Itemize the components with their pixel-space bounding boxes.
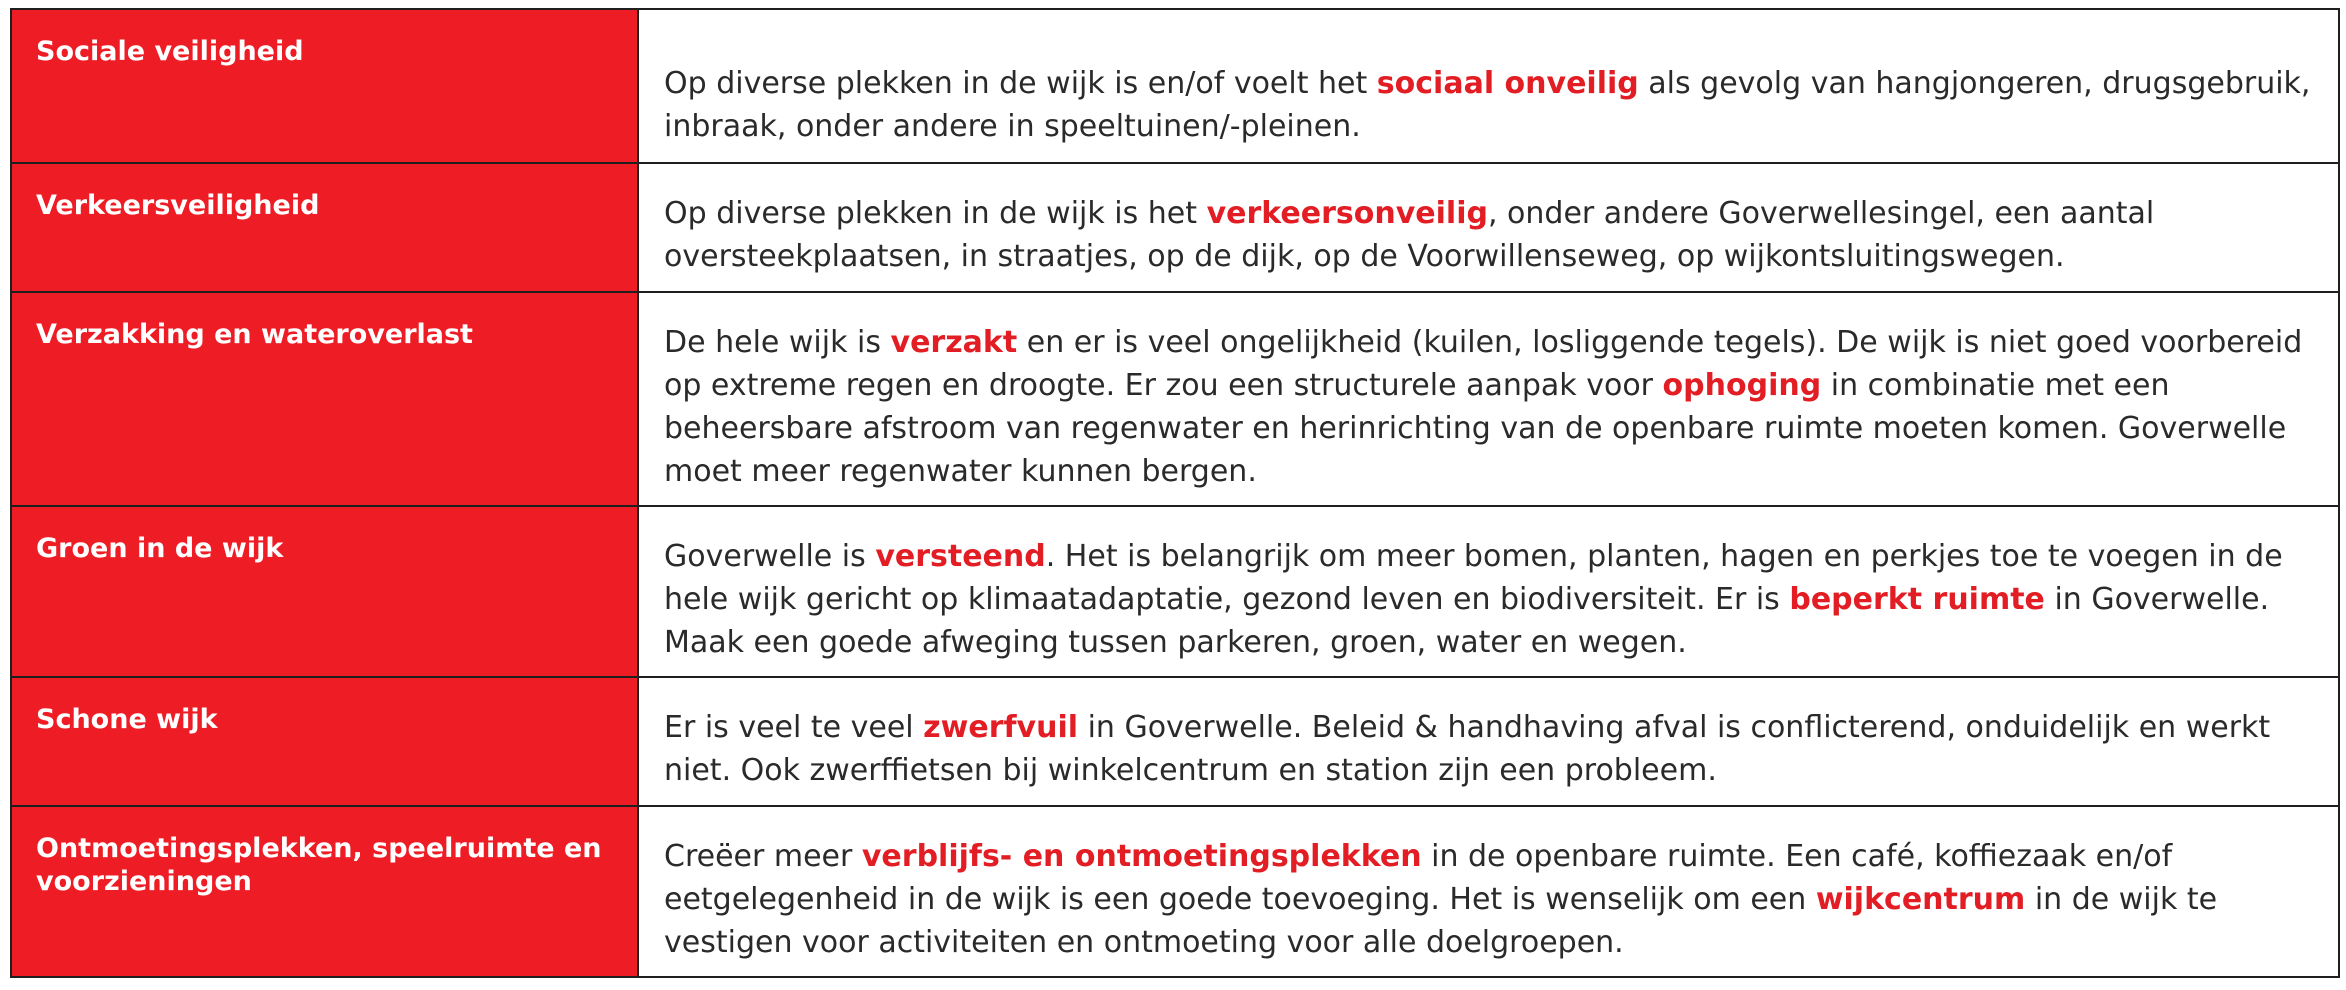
description-text: in Goverwelle. Beleid & handhaving afval is conflicterend, onduidelijk en werkt niet. Ook zwerffietsen bij winkelcentrum en station zijn een probleem. xyxy=(664,710,2271,788)
description-text: als gevolg van hangjongeren, drugsgebruik, inbraak, onder andere in speeltuinen/-pleinen. xyxy=(664,66,2311,144)
theme-description xyxy=(638,292,2339,506)
themes-table xyxy=(10,8,2340,978)
description-text: De hele wijk is xyxy=(664,325,891,360)
description-text: en er is veel ongelijkheid (kuilen, losliggende tegels). De wijk is niet goed voorbereid op extreme regen en droogte. Er zou een structurele aanpak voor xyxy=(664,325,2303,403)
highlighted-term: verkeersonveilig xyxy=(1206,196,1488,231)
description-text: , onder andere Goverwellesingel, een aantal oversteekplaatsen, in straatjes, op de dijk, op de Voorwillenseweg, op wijkontsluitingswegen. xyxy=(664,196,2155,274)
theme-description xyxy=(638,677,2339,806)
highlighted-term: beperkt ruimte xyxy=(1789,582,2045,617)
description-text: Creëer meer xyxy=(664,839,862,874)
highlighted-term: zwerfvuil xyxy=(923,710,1079,745)
table-row xyxy=(11,506,2339,677)
description-text: Goverwelle is xyxy=(664,539,876,574)
description-text: Op diverse plekken in de wijk is en/of voelt het xyxy=(664,66,1377,101)
theme-description xyxy=(638,9,2339,163)
highlighted-term: ophoging xyxy=(1662,368,1822,403)
theme-description xyxy=(638,163,2339,292)
theme-label: Ontmoetingsplekken, speelruimte en voorzieningen xyxy=(11,806,638,977)
theme-description xyxy=(638,806,2339,977)
description-text: in combinatie met een beheersbare afstroom van regenwater en herinrichting van de openbare ruimte moeten komen. Goverwelle moet meer regenwater kunnen bergen. xyxy=(664,368,2287,489)
table-row xyxy=(11,806,2339,977)
theme-label: Verzakking en wateroverlast xyxy=(11,292,638,506)
description-text: Op diverse plekken in de wijk is het xyxy=(664,196,1207,231)
description-text: in de openbare ruimte. Een café, koffiezaak en/of eetgelegenheid in de wijk is een goede toevoeging. Het is wenselijk om een xyxy=(664,839,2173,917)
highlighted-term: verzakt xyxy=(890,325,1018,360)
theme-label: Groen in de wijk xyxy=(11,506,638,677)
table-row xyxy=(11,292,2339,506)
table-row xyxy=(11,677,2339,806)
theme-description xyxy=(638,506,2339,677)
description-text: Er is veel te veel xyxy=(664,710,924,745)
table-row xyxy=(11,9,2339,163)
description-text: in Goverwelle. Maak een goede afweging tussen parkeren, groen, water en wegen. xyxy=(664,582,2270,660)
theme-label: Sociale veiligheid xyxy=(11,9,638,163)
theme-label: Schone wijk xyxy=(11,677,638,806)
highlighted-term: verblijfs- en ontmoetingsplekken xyxy=(861,839,1422,874)
table-row xyxy=(11,163,2339,292)
highlighted-term: versteend xyxy=(875,539,1046,574)
highlighted-term: sociaal onveilig xyxy=(1376,66,1639,101)
highlighted-term: wijkcentrum xyxy=(1815,882,2026,917)
description-text: in de wijk te vestigen voor activiteiten en ontmoeting voor alle doelgroepen. xyxy=(664,882,2218,960)
theme-label: Verkeersveiligheid xyxy=(11,163,638,292)
description-text: . Het is belangrijk om meer bomen, planten, hagen en perkjes toe te voegen in de hele wijk gericht op klimaatadaptatie, gezond leven en biodiversiteit. Er is xyxy=(664,539,2283,617)
